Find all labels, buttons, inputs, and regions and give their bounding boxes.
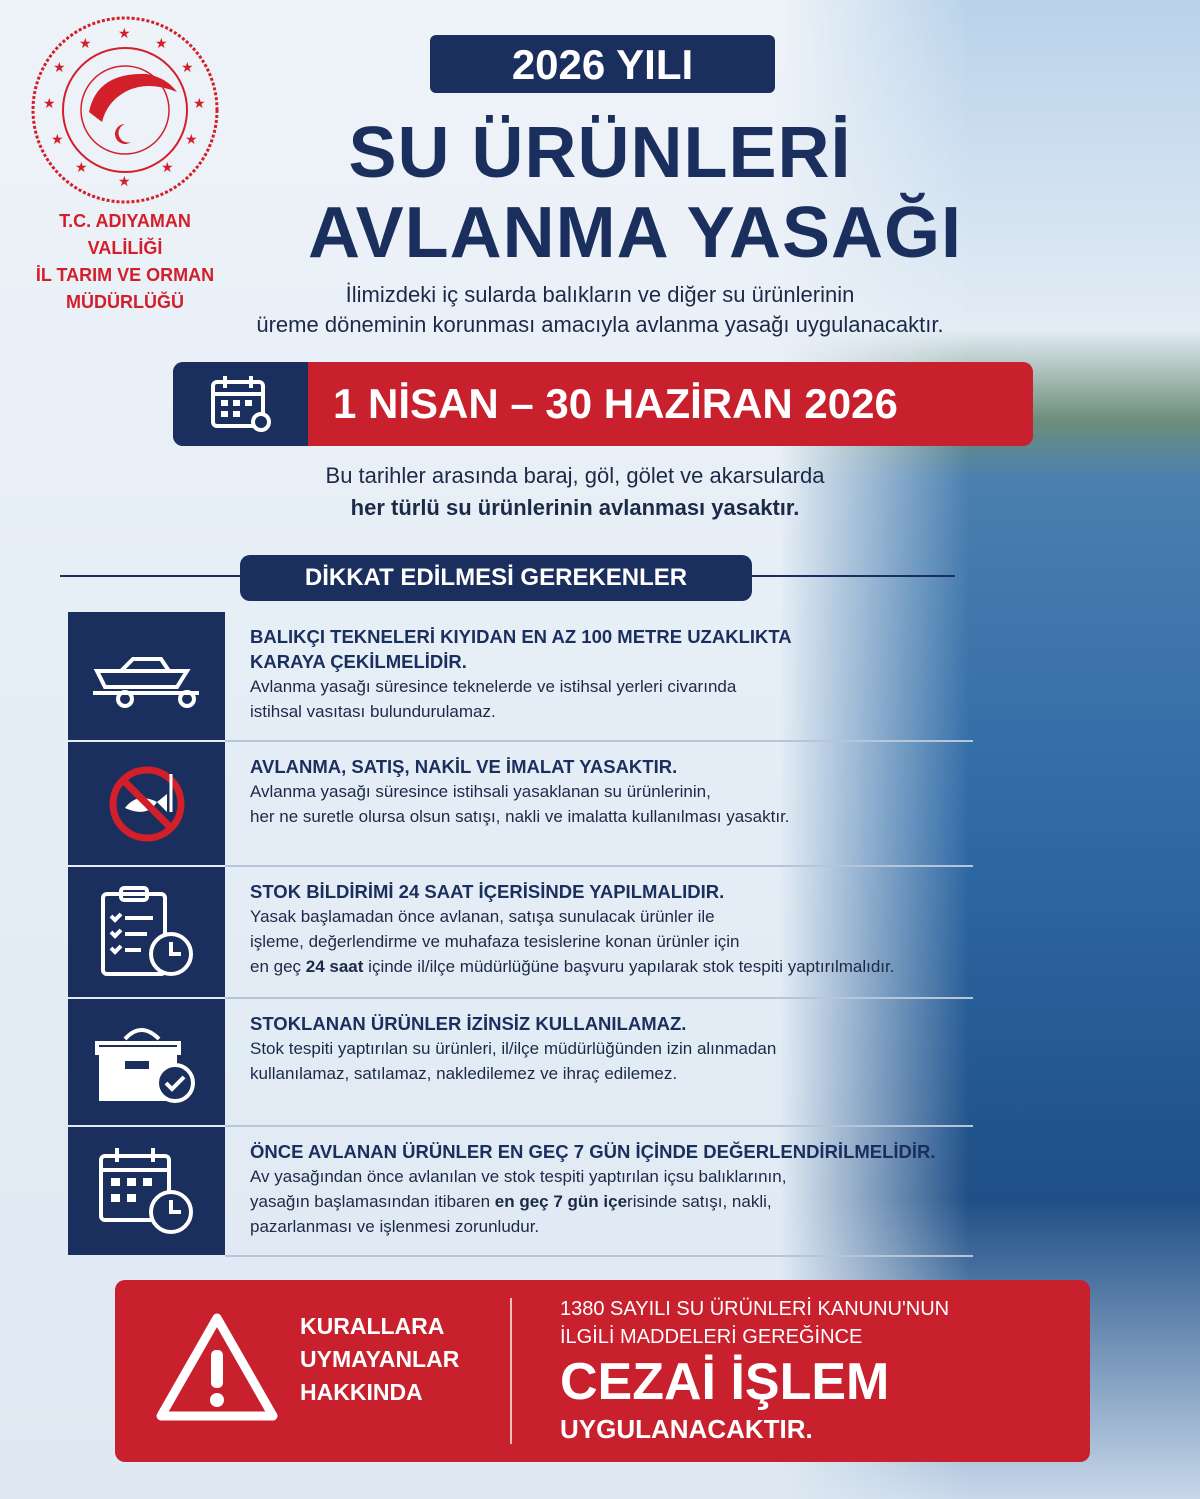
svg-text:★: ★ [118, 25, 131, 41]
law-reference: 1380 SAYILI SU ÜRÜNLERİ KANUNU'NUN [560, 1298, 950, 1320]
intro-line-1: İlimizdeki iç sularda balıkların ve diğer su ürünlerinin [345, 282, 855, 307]
svg-text:★: ★ [155, 35, 168, 51]
rule-text [250, 879, 973, 979]
text-segment: en geç [250, 957, 306, 976]
rule-description-line [250, 929, 973, 954]
rule-heading: BALIKÇI TEKNELERİ KIYIDAN EN AZ 100 METRE UZAKLIKTA [250, 626, 792, 647]
text-segment: Yasak başlamadan önce avlanan, satışa sunulacak ürünler ile [250, 907, 715, 926]
date-banner [173, 362, 1033, 446]
calendar-clock-icon [68, 1127, 225, 1255]
rule-description-line [250, 1214, 973, 1239]
rule-text [250, 1011, 973, 1086]
section-heading: DİKKAT EDİLMESİ GEREKENLER [240, 555, 752, 601]
storage-box-check-icon [68, 999, 225, 1125]
law-reference-2: İLGİLİ MADDELERİ GEREĞİNCE [560, 1326, 863, 1348]
rule-heading: KARAYA ÇEKİLMELİDİR. [250, 651, 467, 672]
rule-description-line [250, 779, 973, 804]
svg-text:★: ★ [51, 131, 64, 147]
text-segment: pazarlanması ve işlenmesi zorunludur. [250, 1217, 540, 1236]
text-segment: Avlanma yasağı süresince teknelerde ve istihsal yerleri civarında [250, 677, 737, 696]
rule-description-line [250, 954, 973, 979]
svg-text:★: ★ [118, 173, 131, 189]
penalty-left-text [300, 1310, 459, 1409]
warning-icon [155, 1310, 280, 1425]
svg-text:★: ★ [161, 159, 174, 175]
rule-description-line [250, 804, 973, 829]
rule-description-line [250, 1189, 973, 1214]
text-segment: içinde il/ilçe müdürlüğüne başvuru yapılarak stok tespiti yaptırılmalıdır. [363, 957, 895, 976]
title-line-2: AVLANMA YASAĞI [307, 193, 963, 273]
title-line-1: SU ÜRÜNLERİ [348, 113, 852, 193]
rule-description-line [250, 1061, 973, 1086]
svg-text:★: ★ [193, 95, 206, 111]
penalty-title: CEZAİ İŞLEM [560, 1353, 890, 1411]
svg-text:★: ★ [185, 131, 198, 147]
rule-description-line [250, 1164, 973, 1189]
ban-description [200, 460, 950, 524]
text-segment: risinde satışı, nakli, [627, 1192, 772, 1211]
rule-item [68, 867, 973, 997]
checklist-clock-icon [68, 867, 225, 997]
text-segment: istihsal vasıtası bulundurulamaz. [250, 702, 496, 721]
rule-heading: ÖNCE AVLANAN ÜRÜNLER EN GEÇ 7 GÜN İÇİNDE DEĞERLENDİRİLMELİDİR. [250, 1141, 936, 1162]
rule-heading: STOK BİLDİRİMİ 24 SAAT İÇERİSİNDE YAPILMALIDIR. [250, 881, 725, 902]
rule-item [68, 1127, 973, 1255]
rule-description-line [250, 904, 973, 929]
year-badge: 2026 YILI [430, 35, 775, 93]
rule-item [68, 999, 973, 1125]
rule-text [250, 754, 973, 829]
penalty-right-text [560, 1295, 949, 1445]
text-segment: yasağın başlamasından itibaren [250, 1192, 495, 1211]
boat-trailer-icon [68, 612, 225, 740]
org-line: MÜDÜRLÜĞÜ [66, 292, 184, 312]
ban-description-line: Bu tarihler arasında baraj, göl, gölet ve akarsularda [325, 463, 825, 488]
svg-text:★: ★ [53, 59, 66, 75]
svg-text:★: ★ [43, 95, 56, 111]
penalty-banner [115, 1280, 1090, 1462]
ban-date-range: 1 NİSAN – 30 HAZİRAN 2026 [333, 380, 898, 427]
text-segment: Stok tespiti yaptırılan su ürünleri, il/ilçe müdürlüğünden izin alınmadan [250, 1039, 777, 1058]
footer-divider [510, 1298, 512, 1444]
svg-text:★: ★ [181, 59, 194, 75]
penalty-left-line: UYMAYANLAR [300, 1346, 460, 1372]
penalty-left-line: HAKKINDA [300, 1379, 423, 1405]
text-segment: Avlanma yasağı süresince istihsali yasaklanan su ürünlerinin, [250, 782, 711, 801]
org-line: İL TARIM VE ORMAN [35, 265, 215, 285]
no-fishing-icon [68, 742, 225, 865]
text-segment: Av yasağından önce avlanılan ve stok tespiti yaptırılan içsu balıklarının, [250, 1167, 787, 1186]
svg-text:★: ★ [79, 35, 92, 51]
penalty-left-line: KURALLARA [300, 1313, 445, 1339]
svg-text:★: ★ [75, 159, 88, 175]
calendar-icon [173, 362, 308, 446]
rule-item [68, 742, 973, 865]
text-segment: her ne suretle olursa olsun satışı, nakli ve imalatta kullanılması yasaktır. [250, 807, 790, 826]
rule-separator [225, 1255, 973, 1257]
org-line: T.C. ADIYAMAN VALİLİĞİ [59, 211, 191, 258]
emphasis-text: en geç 7 gün içe [494, 1192, 628, 1211]
text-segment: işleme, değerlendirme ve muhafaza tesislerine konan ürünler için [250, 932, 740, 951]
rule-description-line [250, 1036, 973, 1061]
rule-description-line [250, 674, 973, 699]
text-segment: kullanılamaz, satılamaz, nakledilemez ve ihraç edilemez. [250, 1064, 678, 1083]
penalty-subtitle: UYGULANACAKTIR. [560, 1414, 813, 1444]
rule-heading: STOKLANAN ÜRÜNLER İZİNSİZ KULLANILAMAZ. [250, 1013, 687, 1034]
ban-description-emphasis: her türlü su ürünlerinin avlanması yasaktır. [350, 495, 800, 520]
rule-item [68, 612, 973, 740]
intro-line-2: üreme döneminin korunması amacıyla avlanma yasağı uygulanacaktır. [256, 312, 944, 337]
emphasis-text: 24 saat [305, 957, 364, 976]
rule-text [250, 1139, 973, 1239]
rule-text [250, 624, 973, 724]
rule-description-line [250, 699, 973, 724]
rule-heading: AVLANMA, SATIŞ, NAKİL VE İMALAT YASAKTIR. [250, 756, 678, 777]
